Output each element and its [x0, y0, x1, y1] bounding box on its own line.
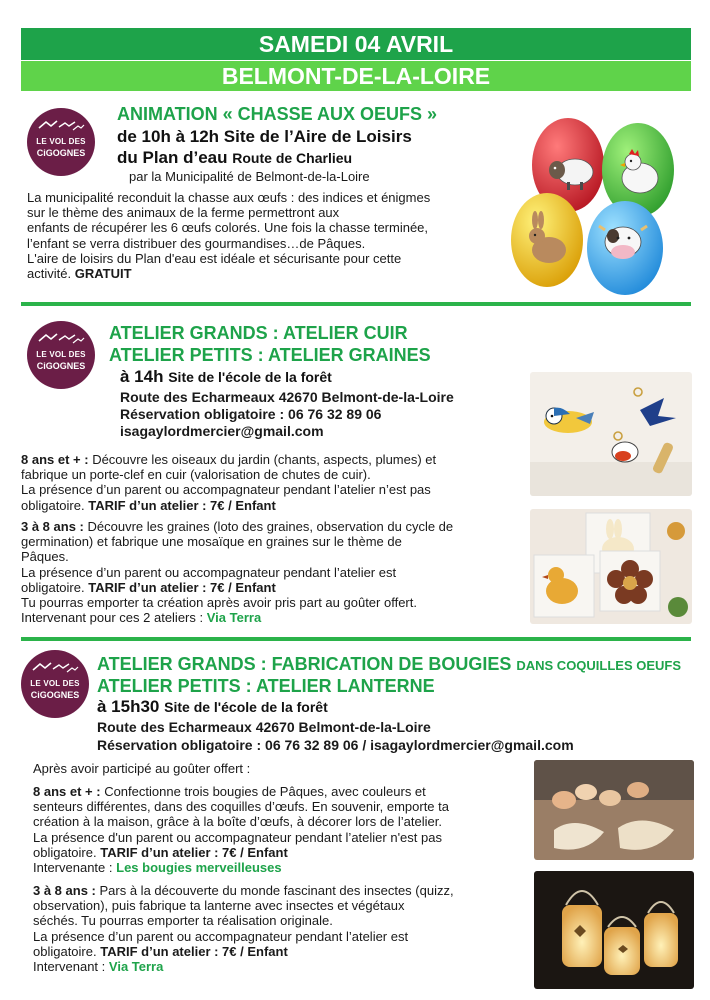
- intervenant-name: Les bougies merveilleuses: [116, 860, 282, 876]
- site: Site de l'école de la forêt: [168, 369, 332, 385]
- para-line: séchés. Tu pourras emporter ta réalisation originale.: [33, 913, 333, 929]
- section3-title-grands: ATELIER GRANDS : FABRICATION DE BOUGIES DANS COQUILLES OEUFS: [97, 654, 682, 674]
- section2-time-site: [120, 367, 332, 387]
- para-line: création à la maison, grâce à la boîte d’œufs, à décorer lors de l’atelier.: [33, 814, 442, 830]
- seed-mosaic-photo: [530, 509, 692, 624]
- vol-des-cigognes-logo: [21, 650, 89, 718]
- section2-paragraph-petits: [21, 519, 516, 625]
- section3-reservation: Réservation obligatoire : 06 76 32 89 06 / isagaylordmercier@gmail.com: [97, 737, 574, 753]
- price: TARIF d’un atelier : 7€ / Enfant: [100, 844, 288, 860]
- site: Site de l'école de la forêt: [164, 699, 328, 715]
- section3-paragraph-grands: [33, 784, 523, 875]
- para-line: La présence d'un parent ou accompagnateur pendant l’atelier n'est pas: [33, 829, 442, 845]
- section2-title-grands: ATELIER GRANDS : ATELIER CUIR: [109, 323, 408, 343]
- para-line: Pâques.: [21, 549, 69, 565]
- para-line: La présence d’un parent ou accompagnateur pendant l’atelier est: [33, 928, 409, 944]
- section3-title-petits: ATELIER PETITS : ATELIER LANTERNE: [97, 676, 435, 696]
- logo-text-1: LE VOL DES: [36, 137, 86, 146]
- egg-candles-photo: [534, 760, 694, 860]
- para-line: enfants de récupérer les 6 œufs colorés. Une fois la chasse terminée,: [27, 220, 429, 236]
- para-line: 3 à 8 ans : Pars à la découverte du monde fascinant des insectes (quizz,: [33, 883, 454, 898]
- para-line: L'aire de loisirs du Plan d'eau est idéale et sécurisante pour cette: [27, 250, 402, 266]
- para-line: Intervenante : Les bougies merveilleuses: [33, 860, 282, 876]
- section1-organizer: par la Municipalité de Belmont-de-la-Loire: [129, 169, 370, 184]
- section2-paragraph-grands: [21, 452, 516, 513]
- section-divider: [21, 302, 691, 306]
- logo-text-2: CiGOGNES: [36, 361, 86, 371]
- date-banner: SAMEDI 04 AVRIL: [21, 28, 691, 60]
- para-line: observation), puis fabrique ta lanterne avec insectes et végétaux: [33, 898, 405, 914]
- section1-description: [27, 190, 497, 281]
- town-banner: BELMONT-DE-LA-LOIRE: [21, 61, 691, 91]
- para-line: Intervenant : Via Terra: [33, 959, 164, 975]
- section1-title: ANIMATION « CHASSE AUX OEUFS »: [117, 104, 438, 124]
- para-line: La présence d’un parent ou accompagnateur pendant l’atelier n’est pas: [21, 482, 431, 498]
- seed-bowl-icon: [667, 522, 685, 540]
- para-line: obligatoire. TARIF d’un atelier : 7€ / Enfant: [33, 943, 288, 959]
- section-divider: [21, 637, 691, 641]
- section2-reservation: Réservation obligatoire : 06 76 32 89 06: [120, 406, 382, 422]
- birds-icon: [37, 331, 85, 347]
- section2-email[interactable]: isagaylordmercier@gmail.com: [120, 423, 324, 439]
- para-line: senteurs différentes, dans des coquilles d’œufs. En souvenir, emporte ta: [33, 799, 449, 815]
- price: TARIF d’un atelier : 7€ / Enfant: [88, 497, 276, 513]
- title-suffix: DANS COQUILLES OEUFS: [516, 658, 682, 673]
- para-line: Intervenant pour ces 2 ateliers : Via Terra: [21, 610, 262, 626]
- free-label: GRATUIT: [74, 266, 132, 282]
- para-line: germination) et fabrique une mosaïque en graines sur le thème de: [21, 534, 402, 550]
- logo-text-1: LE VOL DES: [36, 350, 86, 359]
- logo-text-1: LE VOL DES: [30, 679, 80, 688]
- leather-keychain-photo: [530, 372, 692, 496]
- section3-paragraph-petits: [33, 883, 523, 974]
- seed-bowl-icon: [668, 597, 688, 617]
- para-line: 8 ans et + : Confectionne trois bougies de Pâques, avec couleurs et: [33, 784, 426, 799]
- price: TARIF d’un atelier : 7€ / Enfant: [88, 579, 276, 595]
- para-line: 3 à 8 ans : Découvre les graines (loto des graines, observation du cycle de: [21, 519, 454, 534]
- section3-address: Route des Echarmeaux 42670 Belmont-de-la-Loire: [97, 719, 431, 735]
- para-line: sur le thème des animaux de la ferme permettront aux: [27, 205, 340, 221]
- para-line: La présence d’un parent ou accompagnateur pendant l’atelier est: [21, 564, 397, 580]
- easter-eggs-illustration: [505, 110, 695, 295]
- time: à 14h: [120, 367, 164, 386]
- intervenant-name: Via Terra: [108, 959, 164, 975]
- para-line: l’enfant se verra distribuer des gourmandises…de Pâques.: [27, 235, 366, 251]
- price: TARIF d’un atelier : 7€ / Enfant: [100, 943, 288, 959]
- intervenant-name: Via Terra: [206, 610, 262, 626]
- place-bold: du Plan d’eau: [117, 148, 228, 167]
- logo-text-2: CiGOGNES: [36, 148, 86, 158]
- birds-icon: [31, 660, 79, 676]
- para-line: obligatoire. TARIF d’un atelier : 7€ / Enfant: [21, 579, 276, 595]
- vol-des-cigognes-logo: [27, 321, 95, 389]
- para-line: Tu pourras emporter ta création après avoir pris part au goûter offert.: [21, 595, 417, 611]
- para-line: obligatoire. TARIF d’un atelier : 7€ / Enfant: [33, 844, 288, 860]
- para-line: La municipalité reconduit la chasse aux œufs : des indices et énigmes: [27, 190, 431, 205]
- lanterns-photo: [534, 871, 694, 989]
- birds-icon: [37, 118, 85, 134]
- section2-address: Route des Echarmeaux 42670 Belmont-de-la-Loire: [120, 389, 454, 405]
- vol-des-cigognes-logo: [27, 108, 95, 176]
- para-line: fabrique un porte-clef en cuir (valorisation de chutes de cuir).: [21, 467, 371, 483]
- section3-intro: Après avoir participé au goûter offert :: [33, 761, 251, 776]
- section2-title-petits: ATELIER PETITS : ATELIER GRAINES: [109, 345, 431, 365]
- section1-place: [117, 148, 352, 168]
- section3-time-site: [97, 697, 328, 717]
- para-line: activité. GRATUIT: [27, 266, 132, 282]
- section1-time: de 10h à 12h Site de l’Aire de Loisirs: [117, 127, 412, 146]
- place-road: Route de Charlieu: [232, 150, 353, 166]
- para-line: 8 ans et + : Découvre les oiseaux du jardin (chants, aspects, plumes) et: [21, 452, 437, 467]
- time: à 15h30: [97, 697, 160, 716]
- para-line: obligatoire. TARIF d’un atelier : 7€ / Enfant: [21, 497, 276, 513]
- logo-text-2: CiGOGNES: [30, 690, 80, 700]
